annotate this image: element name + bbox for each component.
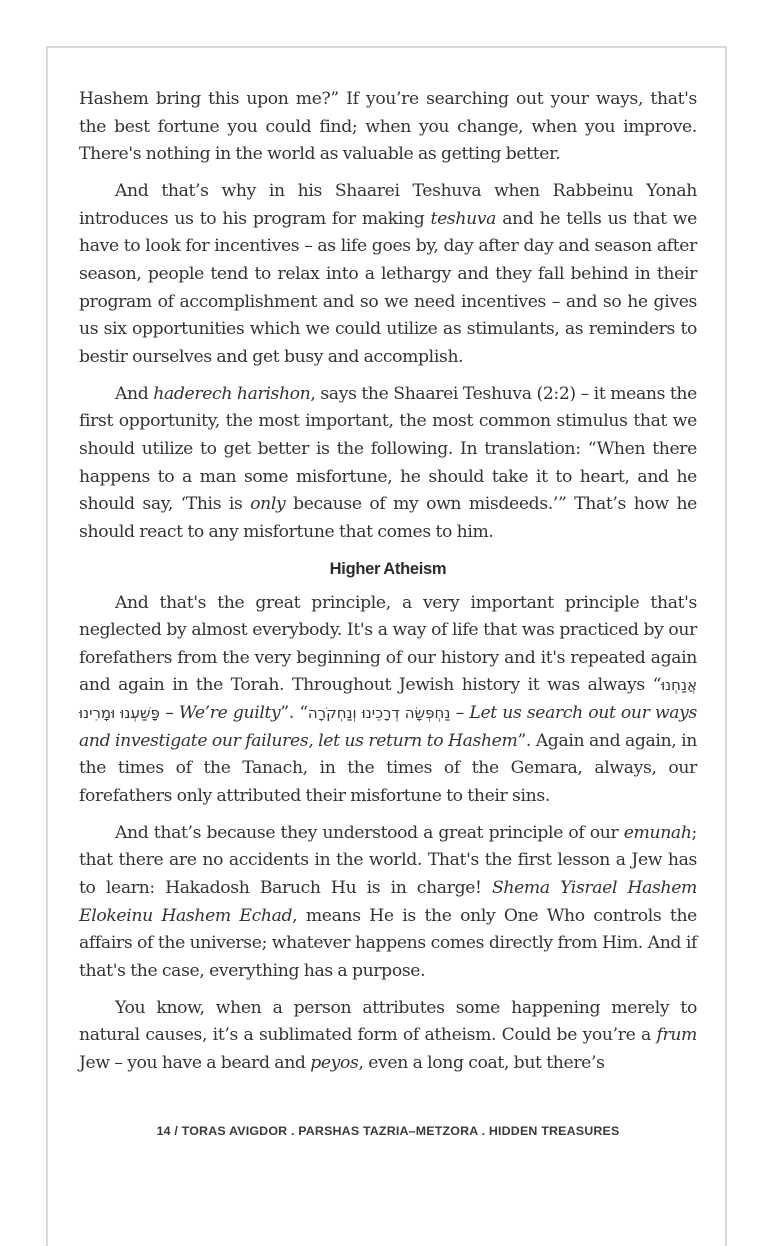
text-run: And bbox=[115, 383, 154, 404]
paragraph bbox=[79, 590, 697, 811]
text-run: Hashem bring this upon me?” If you’re searching out your ways, that's the best fortune you could find; when you change, when you improve. There's nothing in the world as valuable as getting better. bbox=[79, 89, 697, 165]
italic-run: emunah bbox=[623, 822, 692, 843]
text-run: ”. Again and again, in the times of the Tanach, in the times of the Gemara, always, our forefathers only attributed their misfortune to their sins. bbox=[79, 730, 698, 806]
italic-run: frum bbox=[656, 1025, 697, 1046]
text-run: and he tells us that we have to look for incentives – as life goes by, day after day and season after season, people tend to relax into a lethargy and they fall behind in their program of accomplishment and so we need incentives – and so he gives us six opportunities which we could utilize as stimulants, as reminders to bestir ourselves and get busy and accomplish. bbox=[79, 208, 697, 367]
italic-run: only bbox=[250, 494, 286, 515]
section-heading: Higher Atheism bbox=[329, 559, 447, 578]
section-paragraphs bbox=[79, 590, 697, 1078]
italic-run: haderech harishon bbox=[153, 383, 311, 404]
intro-paragraphs bbox=[79, 86, 697, 546]
text-run: ”. “ bbox=[280, 703, 308, 724]
italic-run: – We’re guilty bbox=[159, 703, 281, 724]
text-run: And that’s because they understood a great principle of our bbox=[115, 822, 624, 843]
paragraph bbox=[79, 381, 697, 547]
italic-run: Shema Yisrael Hashem Elokeinu Hashem Echad bbox=[79, 878, 697, 926]
text-run: You know, when a person attributes some happening merely to natural causes, it’s a sublimated form of atheism. Could be you’re a bbox=[79, 997, 697, 1046]
paragraph bbox=[79, 820, 697, 986]
text-run: ; that there are no accidents in the world. That's the first lesson a Jew has to learn: Hakadosh Baruch Hu is in charge! bbox=[79, 822, 697, 898]
text-run: , says the Shaarei Teshuva (2:2) – it means the first opportunity, the most important, the most common stimulus that we should utilize to get better is the following. In translation: “When there happens to a man some misfortune, he should take it to heart, and he should say, ‘This is bbox=[79, 383, 697, 515]
text-run: Jew – you have a beard and bbox=[79, 1052, 311, 1073]
italic-run: – Let us search out our ways and investigate our failures, let us return to Hashem bbox=[79, 703, 697, 751]
page-body bbox=[79, 86, 697, 1087]
paragraph bbox=[79, 86, 697, 169]
hebrew-quote: אֲנַחְנוּ פָּשַׁעְנוּ וּמָרִינוּ bbox=[79, 676, 697, 723]
paragraph bbox=[79, 995, 697, 1078]
text-run: And that’s why in his Shaarei Teshuva when Rabbeinu Yonah introduces us to his program for making bbox=[79, 181, 697, 229]
text-run: , even a long coat, but there’s bbox=[358, 1052, 605, 1073]
italic-run: peyos bbox=[310, 1052, 359, 1073]
text-run: And that's the great principle, a very important principle that's neglected by almost everybody. It's a way of life that was practiced by our forefathers from the very beginning of our history and it's repeated again and again in the Torah. Throughout Jewish history it was always “ bbox=[79, 592, 697, 696]
italic-run: teshuva bbox=[430, 208, 497, 229]
running-footer: 14 / TORAS AVIGDOR . PARSHAS TAZRIA–METZORA . HIDDEN TREASURES bbox=[156, 1124, 620, 1138]
text-run: because of my own misdeeds.’” That’s how he should react to any misfortune that comes to him. bbox=[79, 494, 697, 542]
hebrew-quote: נַחְפְּשָׂה דְרָכֵינוּ וְנַחְקֹרָה bbox=[307, 704, 451, 723]
paragraph bbox=[79, 178, 697, 371]
text-run: , means He is the only One Who controls the affairs of the universe; whatever happens comes directly from Him. And if that's the case, everything has a purpose. bbox=[79, 905, 697, 981]
